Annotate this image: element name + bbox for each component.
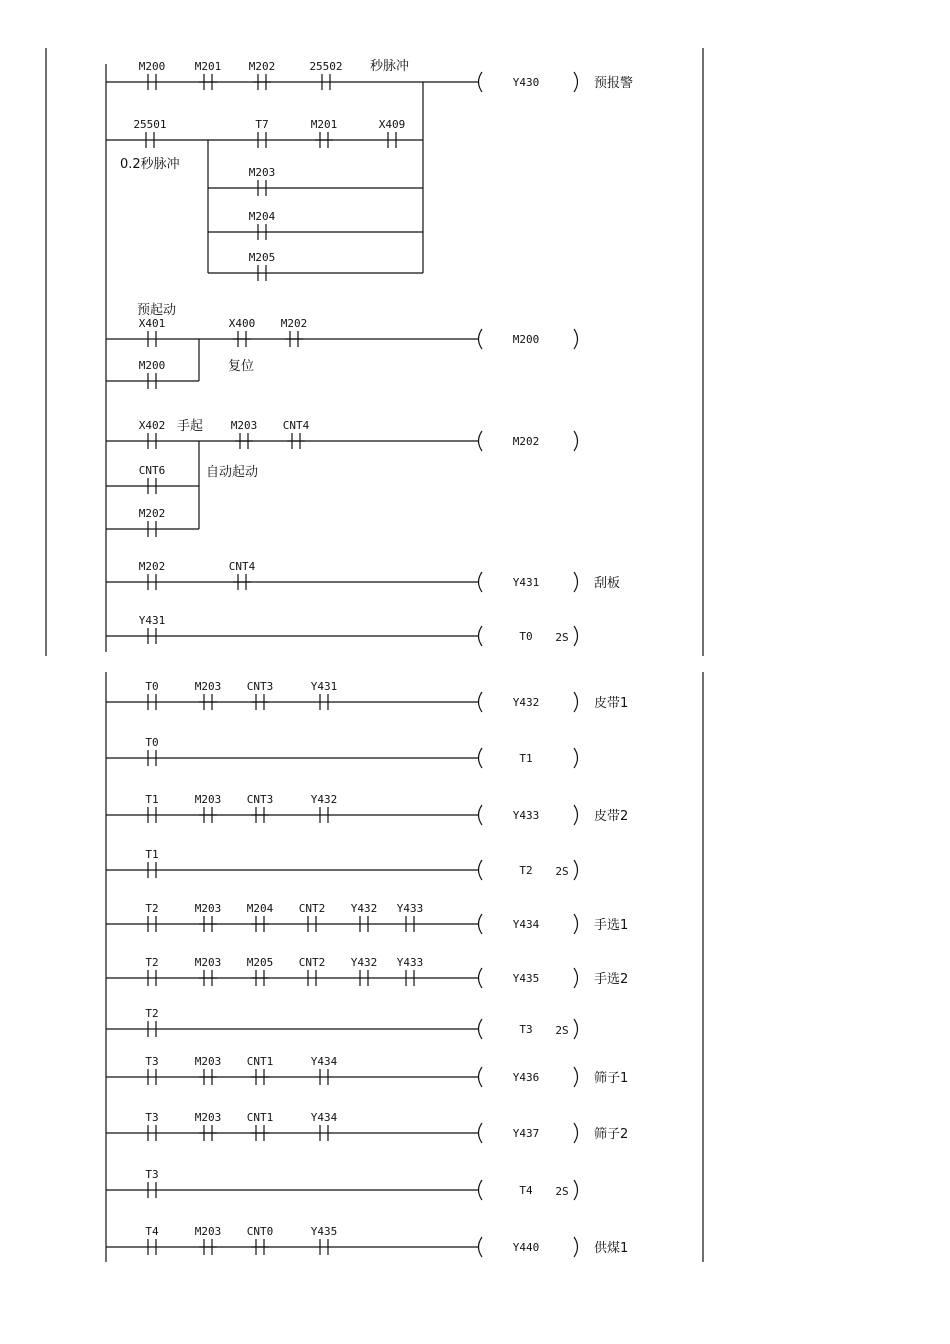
p2-r2-contact-t0-label: T0	[145, 736, 159, 749]
p2-r11-coil-y440-comment: 供煤1	[594, 1241, 629, 1256]
p1-r1-parallel-contact-m203-label: M203	[248, 166, 276, 179]
p2-r10-coil-t4-right-paren	[574, 1180, 578, 1200]
p2-r6-contact-t2-label: T2	[145, 956, 159, 969]
p2-r9-contact-m203-label: M203	[194, 1111, 222, 1124]
p2-r11-contact-t4-label: T4	[145, 1225, 159, 1238]
p2-r6-contact-m203-label: M203	[194, 956, 222, 969]
p2-r3-contact-y432-label: Y432	[310, 793, 338, 806]
p2-r7-coil-t3-left-paren	[479, 1019, 483, 1039]
p2-r8-contact-t3-label: T3	[145, 1055, 159, 1068]
p2-r9-contact-y434-label: Y434	[310, 1111, 338, 1124]
p1-r1-contact-25502-label: 25502	[309, 60, 343, 73]
p2-r7-coil-t3-right-paren	[574, 1019, 578, 1039]
p1-r4-contact-m202-label: M202	[138, 560, 166, 573]
p1-r3-par-contact-m202-label: M202	[138, 507, 166, 520]
p1-r2-coil-m200-label: M200	[512, 333, 540, 346]
p1-r3-contact-cnt4-label: CNT4	[282, 419, 310, 432]
p2-r1-contact-y431-label: Y431	[310, 680, 338, 693]
p1-r4-coil-y431-comment: 刮板	[594, 576, 621, 591]
p1-r4-coil-y431-left-paren	[479, 572, 483, 592]
p1-r1-note: 秒脉冲	[370, 59, 410, 74]
p2-r6-contact-m205-label: M205	[246, 956, 274, 969]
p2-r2-coil-t1-right-paren	[574, 748, 578, 768]
p2-r1-contact-cnt3-label: CNT3	[246, 680, 274, 693]
p2-r9-coil-y437-right-paren	[574, 1123, 578, 1143]
p2-r6-coil-y435-right-paren	[574, 968, 578, 988]
p2-r9-contact-t3-label: T3	[145, 1111, 159, 1124]
p1-r3-coil-m202-left-paren	[479, 431, 483, 451]
p2-r1-coil-y432-right-paren	[574, 692, 578, 712]
p1-r5-coil-t0-left-paren	[479, 626, 483, 646]
p2-r7-coil-t3-time: 2S	[555, 1024, 569, 1037]
p1-r2-hold-contact-m200-label: M200	[138, 359, 166, 372]
p1-r1-parallel-contact-m205-label: M205	[248, 251, 276, 264]
p2-r6-coil-y435-left-paren	[479, 968, 483, 988]
p1-r1-branch-contact-x409-label: X409	[378, 118, 406, 131]
p2-r1-contact-m203-label: M203	[194, 680, 222, 693]
p2-r6-contact-cnt2-label: CNT2	[298, 956, 326, 969]
p1-r3-contact-m203-label: M203	[230, 419, 258, 432]
p2-r3-contact-cnt3-label: CNT3	[246, 793, 274, 806]
p2-r10-coil-t4-time: 2S	[555, 1185, 569, 1198]
p2-r5-contact-t2-label: T2	[145, 902, 159, 915]
p2-r10-coil-t4-left-paren	[479, 1180, 483, 1200]
p1-r4-coil-y431-right-paren	[574, 572, 578, 592]
p2-r8-coil-y436-comment: 筛子1	[594, 1071, 629, 1086]
p1-r1-contact-m202-label: M202	[248, 60, 276, 73]
p2-r8-coil-y436-label: Y436	[512, 1071, 540, 1084]
p2-r6-coil-y435-label: Y435	[512, 972, 540, 985]
p2-r11-contact-m203-label: M203	[194, 1225, 222, 1238]
p2-r5-coil-y434-label: Y434	[512, 918, 540, 931]
p1-r3-note: 手起	[177, 419, 204, 434]
p2-r7-contact-t2-label: T2	[145, 1007, 159, 1020]
p2-r8-coil-y436-right-paren	[574, 1067, 578, 1087]
p1-r5-coil-t0-label: T0	[519, 630, 533, 643]
p2-r8-contact-y434-label: Y434	[310, 1055, 338, 1068]
p2-r2-coil-t1-left-paren	[479, 748, 483, 768]
p2-r1-contact-t0-label: T0	[145, 680, 159, 693]
p2-r2-coil-t1-label: T1	[519, 752, 533, 765]
p1-r5-contact-y431-label: Y431	[138, 614, 166, 627]
p2-r5-contact-y433-label: Y433	[396, 902, 424, 915]
p2-r9-contact-cnt1-label: CNT1	[246, 1111, 274, 1124]
p2-r6-contact-y433-label: Y433	[396, 956, 424, 969]
p2-r4-coil-t2-right-paren	[574, 860, 578, 880]
p1-r1-coil-y430-comment: 预报警	[594, 76, 634, 91]
p2-r8-contact-cnt1-label: CNT1	[246, 1055, 274, 1068]
p2-r4-coil-t2-time: 2S	[555, 865, 569, 878]
p1-r5-coil-t0-right-paren	[574, 626, 578, 646]
p1-r1-parallel-contact-m204-label: M204	[248, 210, 276, 223]
p1-r3-par-note: 自动起动	[206, 465, 259, 480]
p1-r1-coil-y430-label: Y430	[512, 76, 540, 89]
p2-r1-coil-y432-comment: 皮带1	[594, 696, 629, 711]
p2-r1-coil-y432-label: Y432	[512, 696, 540, 709]
p1-r2-contact-m202-label: M202	[280, 317, 308, 330]
p2-r3-contact-t1-label: T1	[145, 793, 159, 806]
p1-r3-coil-m202-right-paren	[574, 431, 578, 451]
p2-r4-coil-t2-left-paren	[479, 860, 483, 880]
p2-r11-contact-cnt0-label: CNT0	[246, 1225, 274, 1238]
p1-r1-coil-y430-right-paren	[574, 72, 578, 92]
p2-r3-contact-m203-label: M203	[194, 793, 222, 806]
p2-r11-contact-y435-label: Y435	[310, 1225, 338, 1238]
p1-r1-branch-contact-t7-label: T7	[255, 118, 269, 131]
p2-r5-contact-m203-label: M203	[194, 902, 222, 915]
p2-r6-coil-y435-comment: 手选2	[594, 972, 629, 987]
p1-r2-coil-m200-right-paren	[574, 329, 578, 349]
p2-r9-coil-y437-label: Y437	[512, 1127, 540, 1140]
p1-r2-contact-x401-label: X401	[138, 317, 166, 330]
p1-r1-contact-m200-label: M200	[138, 60, 166, 73]
p2-r5-coil-y434-right-paren	[574, 914, 578, 934]
p1-r1-branch-contact-25501-label: 25501	[133, 118, 167, 131]
p2-r10-coil-t4-label: T4	[519, 1184, 533, 1197]
p1-r4-coil-y431-label: Y431	[512, 576, 540, 589]
p2-r8-contact-m203-label: M203	[194, 1055, 222, 1068]
p1-r2-coil-m200-left-paren	[479, 329, 483, 349]
p2-r3-coil-y433-comment: 皮带2	[594, 809, 629, 824]
p2-r3-coil-y433-right-paren	[574, 805, 578, 825]
p1-r1-coil-y430-left-paren	[479, 72, 483, 92]
p1-r2-above-note: 预起动	[137, 303, 177, 318]
p2-r3-coil-y433-label: Y433	[512, 809, 540, 822]
p1-r4-contact-cnt4-label: CNT4	[228, 560, 256, 573]
p2-r5-contact-m204-label: M204	[246, 902, 274, 915]
p2-r9-coil-y437-comment: 筛子2	[594, 1127, 629, 1142]
p2-r5-coil-y434-left-paren	[479, 914, 483, 934]
p1-r3-coil-m202-label: M202	[512, 435, 540, 448]
p2-r1-coil-y432-left-paren	[479, 692, 483, 712]
p2-r8-coil-y436-left-paren	[479, 1067, 483, 1087]
p2-r5-coil-y434-comment: 手选1	[594, 918, 629, 933]
p2-r5-contact-cnt2-label: CNT2	[298, 902, 326, 915]
p2-r6-contact-y432-label: Y432	[350, 956, 378, 969]
p2-r7-coil-t3-label: T3	[519, 1023, 533, 1036]
p1-r1-contact-m201-label: M201	[194, 60, 222, 73]
p2-r4-coil-t2-label: T2	[519, 864, 533, 877]
p1-r3-par-contact-cnt6-label: CNT6	[138, 464, 166, 477]
p1-r2-below-note: 复位	[228, 359, 255, 374]
p2-r9-coil-y437-left-paren	[479, 1123, 483, 1143]
p2-r11-coil-y440-left-paren	[479, 1237, 483, 1257]
p2-r3-coil-y433-left-paren	[479, 805, 483, 825]
p1-r2-contact-x400-label: X400	[228, 317, 256, 330]
p2-r4-contact-t1-label: T1	[145, 848, 159, 861]
p2-r5-contact-y432-label: Y432	[350, 902, 378, 915]
p1-r1-branch-contact-m201-label: M201	[310, 118, 338, 131]
p1-r3-contact-x402-label: X402	[138, 419, 166, 432]
p2-r11-coil-y440-right-paren	[574, 1237, 578, 1257]
p2-r11-coil-y440-label: Y440	[512, 1241, 540, 1254]
p2-r10-contact-t3-label: T3	[145, 1168, 159, 1181]
p1-r5-coil-t0-time: 2S	[555, 631, 569, 644]
p1-r1-below-note: 0.2秒脉冲	[120, 157, 180, 172]
